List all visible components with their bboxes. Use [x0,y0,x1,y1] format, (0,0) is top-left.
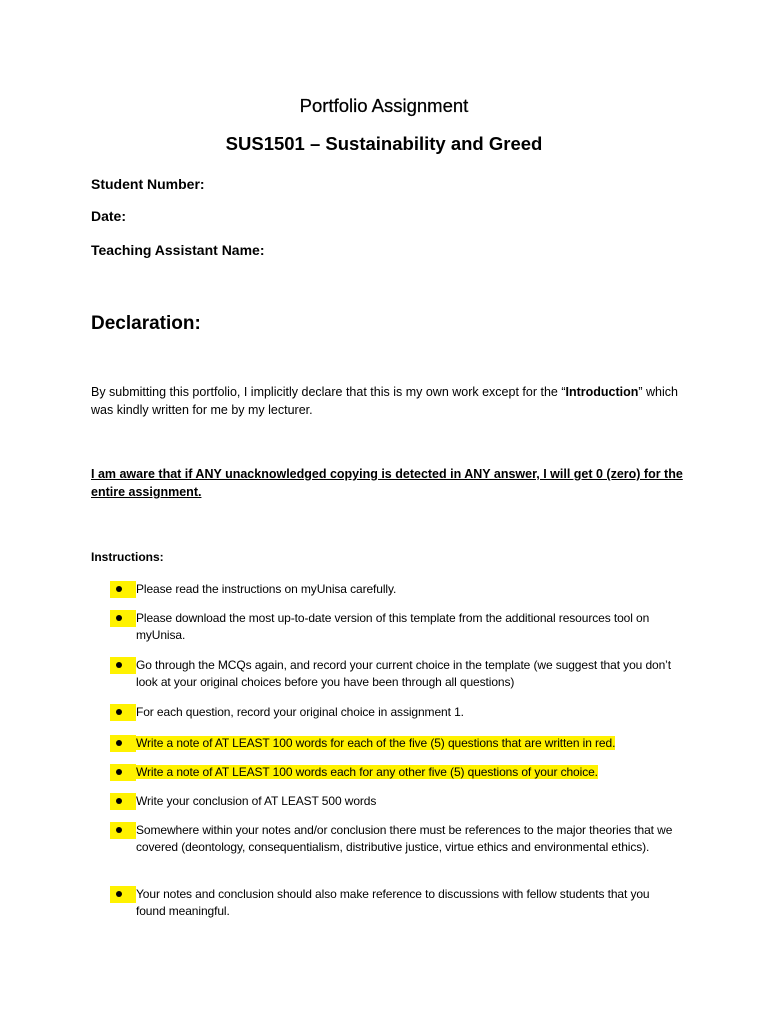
instruction-text: Your notes and conclusion should also make reference to discussions with fellow students that you found meaningful. [136,887,650,918]
copying-warning: I am aware that if ANY unacknowledged copying is detected in ANY answer, I will get 0 (zero) for the entire assignment. [91,467,683,499]
instruction-item [110,822,680,856]
bullet-icon [110,610,136,627]
instruction-highlight: Write a note of AT LEAST 100 words for each of the five (5) questions that are written in red. [136,736,616,750]
instruction-text: Somewhere within your notes and/or conclusion there must be references to the major theories that we covered (deontology, consequentialism, distributive justice, virtue ethics and environmental ethics). [136,823,673,854]
bullet-icon [110,704,136,721]
bullet-icon [110,657,136,674]
bullet-icon [110,735,136,752]
declaration-text-end: ” which was kindly written for me by my lecturer. [91,385,678,417]
bullet-icon [110,886,136,903]
declaration-text-start: By submitting this portfolio, I implicitly declare that this is my own work except for the “ [91,385,566,399]
instruction-item-highlighted [110,764,680,781]
instructions-label: Instructions: [91,550,164,564]
instruction-text: Write your conclusion of AT LEAST 500 words [136,794,377,808]
bullet-icon [110,764,136,781]
document-subtitle: SUS1501 – Sustainability and Greed [225,133,543,154]
document-title: Portfolio Assignment [299,95,469,116]
date-label: Date: [91,208,127,224]
instruction-item-highlighted [110,735,680,752]
bullet-icon [110,581,136,598]
declaration-heading: Declaration: [91,313,201,334]
instruction-text: Please read the instructions on myUnisa carefully. [136,582,397,596]
instruction-item [110,793,680,810]
instruction-item [110,657,680,691]
instruction-text [136,735,680,752]
bullet-icon [110,793,136,810]
instruction-item [110,886,680,920]
instruction-item [110,581,680,598]
declaration-text-bold: Introduction [565,385,639,399]
instruction-text: Please download the most up-to-date version of this template from the additional resources tool on myUnisa. [136,611,650,642]
instruction-highlight: Write a note of AT LEAST 100 words each for any other five (5) questions of your choice. [136,765,598,779]
bullet-icon [110,822,136,839]
teaching-assistant-label: Teaching Assistant Name: [91,242,265,258]
instruction-text: Go through the MCQs again, and record your current choice in the template (we suggest that you don’t look at your original choices before you have been through all questions) [136,658,671,689]
instruction-item [110,704,680,721]
student-number-label: Student Number: [91,176,205,192]
instruction-text [136,764,680,781]
instruction-text: For each question, record your original choice in assignment 1. [136,705,464,719]
instruction-item [110,610,680,644]
